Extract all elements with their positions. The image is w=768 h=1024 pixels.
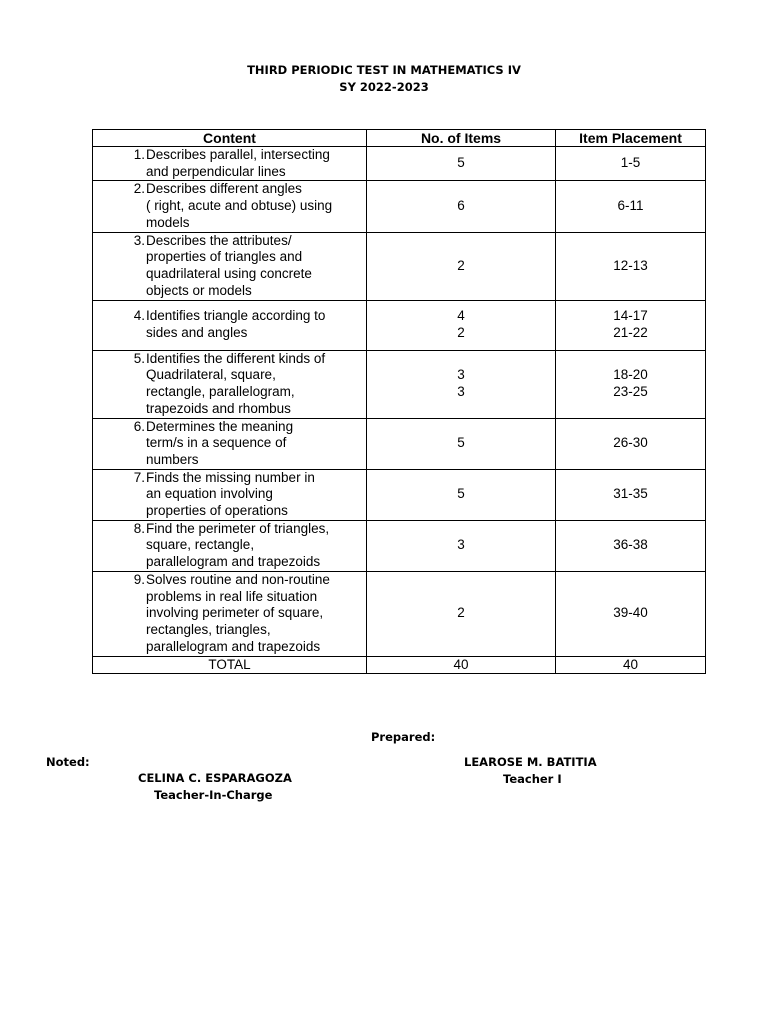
placement-cell bbox=[556, 418, 706, 469]
competency-line: models bbox=[146, 214, 190, 230]
placement-cell bbox=[556, 571, 706, 656]
item-number: 5. bbox=[133, 350, 145, 366]
items-value: 3 bbox=[457, 384, 465, 400]
items-value: 4 bbox=[457, 308, 465, 324]
placement-value: 31-35 bbox=[613, 486, 648, 502]
placement-value: 21-22 bbox=[613, 325, 648, 341]
item-number: 4. bbox=[133, 308, 145, 324]
table-row bbox=[93, 350, 706, 418]
competency-line: an equation involving bbox=[146, 486, 273, 502]
competency-line: numbers bbox=[146, 451, 199, 467]
competency-text bbox=[145, 521, 366, 571]
competency-line: objects or models bbox=[146, 282, 252, 298]
noter-title: Teacher-In-Charge bbox=[154, 788, 273, 802]
total-row bbox=[93, 656, 706, 673]
content-cell bbox=[93, 469, 367, 520]
items-value: 3 bbox=[457, 537, 465, 553]
items-cell bbox=[367, 300, 556, 350]
content-cell bbox=[93, 350, 367, 418]
competency-line: properties of triangles and bbox=[146, 249, 303, 265]
content-cell bbox=[93, 300, 367, 350]
competency-line: rectangle, parallelogram, bbox=[146, 384, 295, 400]
competency-line: Finds the missing number in bbox=[146, 469, 315, 485]
item-number: 3. bbox=[133, 232, 145, 248]
items-value: 2 bbox=[457, 605, 465, 621]
items-cell bbox=[367, 350, 556, 418]
table-row bbox=[93, 469, 706, 520]
preparer-name: LEAROSE M. BATITIA bbox=[464, 755, 597, 769]
table-row bbox=[93, 232, 706, 300]
noter-name: CELINA C. ESPARAGOZA bbox=[138, 771, 292, 785]
item-number: 1. bbox=[133, 147, 145, 162]
items-value: 5 bbox=[457, 435, 465, 451]
table-row bbox=[93, 418, 706, 469]
placement-cell bbox=[556, 181, 706, 232]
competency-line: rectangles, triangles, bbox=[146, 622, 271, 638]
competency-line: Solves routine and non-routine bbox=[146, 572, 330, 588]
placement-value: 12-13 bbox=[613, 257, 648, 273]
school-year: SY 2022-2023 bbox=[339, 80, 429, 94]
competency-line: Describes parallel, intersecting bbox=[146, 147, 330, 162]
placement-cell bbox=[556, 147, 706, 181]
competency-line: parallelogram and trapezoids bbox=[146, 638, 321, 654]
noted-label: Noted: bbox=[46, 755, 90, 769]
competency-line: ( right, acute and obtuse) using bbox=[146, 198, 333, 214]
content-cell bbox=[93, 571, 367, 656]
content-cell bbox=[93, 147, 367, 181]
column-header-items: No. of Items bbox=[367, 130, 556, 147]
item-number: 8. bbox=[133, 520, 145, 536]
total-items: 40 bbox=[367, 656, 556, 673]
competency-line: properties of operations bbox=[146, 503, 288, 519]
items-cell bbox=[367, 181, 556, 232]
placement-value: 26-30 bbox=[613, 435, 648, 451]
items-value: 5 bbox=[457, 486, 465, 502]
placement-value: 36-38 bbox=[613, 537, 648, 553]
item-number: 7. bbox=[133, 469, 145, 485]
placement-value: 6-11 bbox=[617, 198, 644, 214]
competency-line: term/s in a sequence of bbox=[146, 435, 287, 451]
placement-value: 18-20 bbox=[613, 367, 648, 383]
items-cell bbox=[367, 571, 556, 656]
competency-line: Describes different angles bbox=[146, 181, 302, 197]
placement-cell bbox=[556, 232, 706, 300]
competency-line: square, rectangle, bbox=[146, 537, 255, 553]
table-row bbox=[93, 571, 706, 656]
items-cell bbox=[367, 418, 556, 469]
competency-line: sides and angles bbox=[146, 325, 248, 341]
placement-value: 23-25 bbox=[613, 384, 648, 400]
items-cell bbox=[367, 520, 556, 571]
placement-cell bbox=[556, 469, 706, 520]
table-row bbox=[93, 520, 706, 571]
placement-cell bbox=[556, 300, 706, 350]
placement-value: 14-17 bbox=[613, 308, 648, 324]
document-title: THIRD PERIODIC TEST IN MATHEMATICS IV bbox=[247, 63, 521, 77]
items-cell bbox=[367, 469, 556, 520]
competency-line: Determines the meaning bbox=[146, 418, 294, 434]
item-number: 9. bbox=[133, 572, 145, 588]
competency-text bbox=[145, 147, 366, 180]
preparer-title: Teacher I bbox=[503, 772, 562, 786]
competency-text bbox=[145, 572, 366, 656]
table-row bbox=[93, 181, 706, 232]
items-value: 3 bbox=[457, 367, 465, 383]
competency-line: quadrilateral using concrete bbox=[146, 266, 312, 282]
competency-text bbox=[145, 308, 366, 341]
content-cell bbox=[93, 232, 367, 300]
items-cell bbox=[367, 232, 556, 300]
item-number: 2. bbox=[133, 181, 145, 197]
competency-line: Identifies triangle according to bbox=[146, 308, 326, 324]
table-of-specifications bbox=[92, 129, 706, 674]
competency-line: Quadrilateral, square, bbox=[146, 367, 276, 383]
column-header-placement: Item Placement bbox=[556, 130, 706, 147]
competency-text bbox=[145, 233, 366, 300]
placement-cell bbox=[556, 350, 706, 418]
total-placement: 40 bbox=[556, 656, 706, 673]
placement-value: 1-5 bbox=[620, 155, 641, 171]
competency-line: trapezoids and rhombus bbox=[146, 400, 291, 416]
table-row bbox=[93, 300, 706, 350]
competency-line: Describes the attributes/ bbox=[146, 232, 292, 248]
table-row bbox=[93, 147, 706, 181]
competency-line: Identifies the different kinds of bbox=[146, 350, 326, 366]
competency-line: Find the perimeter of triangles, bbox=[146, 520, 330, 536]
content-cell bbox=[93, 520, 367, 571]
competency-line: and perpendicular lines bbox=[146, 163, 286, 179]
items-cell bbox=[367, 147, 556, 181]
table-header-row bbox=[93, 130, 706, 147]
items-value: 5 bbox=[457, 155, 465, 171]
competency-line: problems in real life situation bbox=[146, 588, 318, 604]
competency-text bbox=[145, 470, 366, 520]
column-header-content: Content bbox=[93, 130, 367, 147]
content-cell bbox=[93, 418, 367, 469]
competency-text bbox=[145, 181, 366, 231]
item-number: 6. bbox=[133, 418, 145, 434]
content-cell bbox=[93, 181, 367, 232]
items-value: 6 bbox=[457, 198, 465, 214]
competency-line: parallelogram and trapezoids bbox=[146, 554, 321, 570]
competency-line: involving perimeter of square, bbox=[146, 605, 324, 621]
competency-text bbox=[145, 419, 366, 469]
prepared-label: Prepared: bbox=[371, 730, 436, 744]
items-value: 2 bbox=[457, 325, 465, 341]
placement-value: 39-40 bbox=[613, 605, 648, 621]
competency-text bbox=[145, 351, 366, 418]
total-label: TOTAL bbox=[93, 656, 367, 673]
items-value: 2 bbox=[457, 257, 465, 273]
placement-cell bbox=[556, 520, 706, 571]
